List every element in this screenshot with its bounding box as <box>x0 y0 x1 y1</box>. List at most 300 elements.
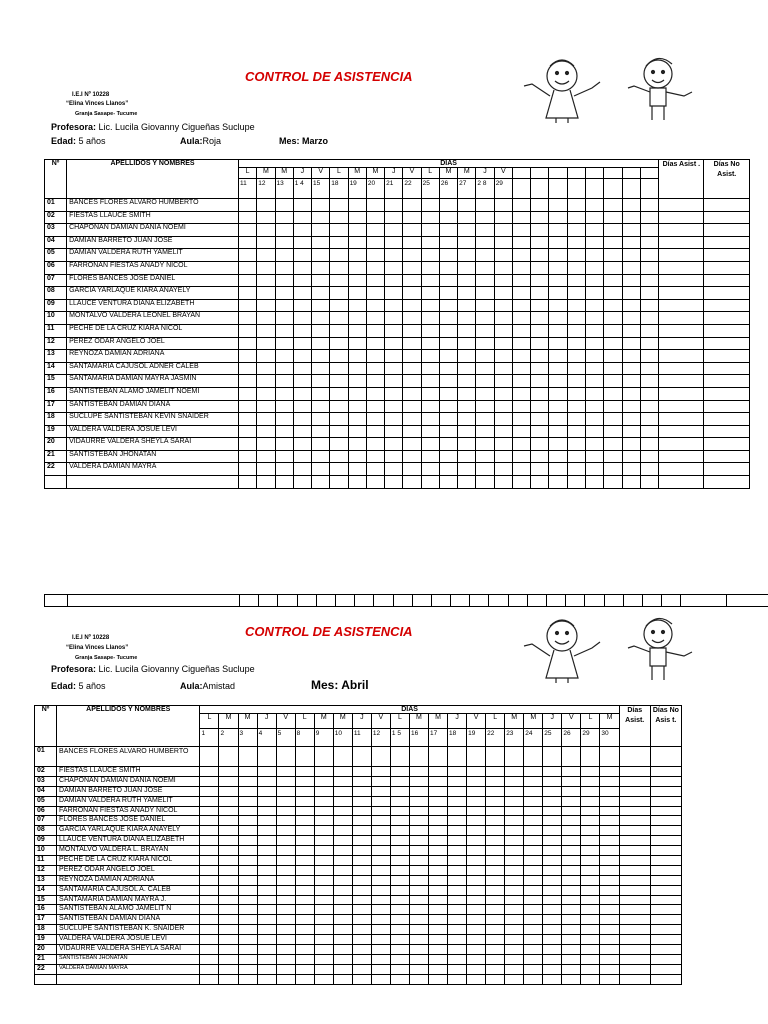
day-letter: L <box>486 714 505 729</box>
attendance-cell <box>439 375 457 388</box>
attendance-cell <box>293 299 311 312</box>
attendance-cell <box>219 836 238 846</box>
blank-cell <box>640 476 658 489</box>
attendance-cell <box>403 387 421 400</box>
attendance-cell <box>640 438 658 451</box>
attendance-cell <box>562 796 581 806</box>
attendance-cell <box>567 274 585 287</box>
attendance-cell <box>403 274 421 287</box>
attendance-cell <box>352 895 371 905</box>
attendance-cell <box>640 236 658 249</box>
attendance-cell <box>659 274 704 287</box>
student-number: 11 <box>35 856 57 866</box>
attendance-cell <box>257 211 275 224</box>
attendance-cell <box>562 895 581 905</box>
attendance-cell <box>429 915 448 925</box>
attendance-cell <box>659 375 704 388</box>
attendance-cell <box>494 387 512 400</box>
attendance-cell <box>467 954 486 964</box>
attendance-cell <box>314 816 333 826</box>
attendance-cell <box>640 413 658 426</box>
attendance-cell <box>650 875 681 885</box>
sheet2-location: Granja Sasape- Tucume <box>75 655 138 661</box>
attendance-cell <box>312 287 330 300</box>
attendance-cell <box>512 463 530 476</box>
sheet2-room: Amistad <box>202 681 236 691</box>
attendance-cell <box>352 925 371 935</box>
attendance-cell <box>622 236 640 249</box>
table-row <box>35 954 682 964</box>
attendance-cell <box>238 350 256 363</box>
day-number: 4 <box>257 729 276 747</box>
attendance-cell <box>458 199 476 212</box>
attendance-cell <box>458 261 476 274</box>
day-number-blank <box>604 179 622 199</box>
attendance-cell <box>581 875 600 885</box>
attendance-cell <box>586 425 604 438</box>
attendance-cell <box>312 324 330 337</box>
attendance-cell <box>549 400 567 413</box>
attendance-cell <box>543 856 562 866</box>
attendance-cell <box>348 224 366 237</box>
attendance-cell <box>366 362 384 375</box>
attendance-cell <box>650 905 681 915</box>
attendance-cell <box>312 312 330 325</box>
day-number: 2 8 <box>476 179 494 199</box>
student-name: VIDAURRE VALDERA SHEYLA SARAI <box>67 438 239 451</box>
attendance-cell <box>476 211 494 224</box>
attendance-cell <box>219 964 238 974</box>
day-number: 22 <box>403 179 421 199</box>
attendance-cell <box>314 767 333 777</box>
attendance-cell <box>467 895 486 905</box>
attendance-cell <box>390 925 409 935</box>
attendance-cell <box>659 249 704 262</box>
day-letter: J <box>257 714 276 729</box>
attendance-cell <box>238 375 256 388</box>
student-name: SANTAMARIA CAJUSOL A. CALEB <box>57 885 200 895</box>
strip-cell <box>297 595 316 607</box>
attendance-cell <box>257 836 276 846</box>
attendance-cell <box>604 400 622 413</box>
student-number: 17 <box>35 915 57 925</box>
attendance-cell <box>458 274 476 287</box>
attendance-cell <box>659 211 704 224</box>
attendance-cell <box>659 261 704 274</box>
attendance-cell <box>409 895 428 905</box>
attendance-cell <box>531 199 549 212</box>
attendance-cell <box>505 915 524 925</box>
attendance-cell <box>476 274 494 287</box>
attendance-cell <box>371 796 390 806</box>
attendance-cell <box>257 915 276 925</box>
attendance-cell <box>524 796 543 806</box>
attendance-cell <box>314 915 333 925</box>
attendance-cell <box>704 324 750 337</box>
attendance-cell <box>330 375 348 388</box>
strip-cell <box>547 595 566 607</box>
day-letter-blank <box>567 168 585 179</box>
attendance-cell <box>619 846 650 856</box>
day-number: 16 <box>409 729 428 747</box>
attendance-cell <box>275 211 293 224</box>
attendance-cell <box>467 915 486 925</box>
attendance-cell <box>659 425 704 438</box>
attendance-cell <box>390 895 409 905</box>
attendance-cell <box>604 463 622 476</box>
blank-cell <box>275 476 293 489</box>
attendance-cell <box>467 767 486 777</box>
attendance-cell <box>586 224 604 237</box>
attendance-cell <box>421 463 439 476</box>
attendance-cell <box>604 299 622 312</box>
attendance-cell <box>276 954 295 964</box>
attendance-cell <box>604 274 622 287</box>
attendance-cell <box>293 324 311 337</box>
blank-cell <box>619 974 650 984</box>
attendance-cell <box>505 836 524 846</box>
attendance-cell <box>421 224 439 237</box>
attendance-cell <box>330 413 348 426</box>
attendance-cell <box>581 816 600 826</box>
attendance-cell <box>238 450 256 463</box>
attendance-cell <box>371 865 390 875</box>
attendance-cell <box>314 826 333 836</box>
attendance-cell <box>549 211 567 224</box>
attendance-cell <box>549 249 567 262</box>
attendance-cell <box>385 312 403 325</box>
attendance-cell <box>238 786 257 796</box>
attendance-cell <box>275 299 293 312</box>
attendance-cell <box>600 747 619 767</box>
student-number: 03 <box>45 224 67 237</box>
attendance-cell <box>619 826 650 836</box>
attendance-cell <box>312 249 330 262</box>
attendance-cell <box>604 211 622 224</box>
attendance-cell <box>371 905 390 915</box>
attendance-cell <box>293 236 311 249</box>
blank-cell <box>512 476 530 489</box>
attendance-cell <box>531 350 549 363</box>
attendance-cell <box>257 375 275 388</box>
attendance-cell <box>366 387 384 400</box>
attendance-cell <box>385 387 403 400</box>
attendance-cell <box>276 895 295 905</box>
attendance-cell <box>257 806 276 816</box>
student-number: 20 <box>35 945 57 955</box>
attendance-cell <box>276 925 295 935</box>
attendance-cell <box>439 324 457 337</box>
attendance-cell <box>562 964 581 974</box>
student-name: LLAUCE VENTURA DIANA ELIZABETH <box>57 836 200 846</box>
attendance-cell <box>200 767 219 777</box>
attendance-cell <box>366 224 384 237</box>
attendance-cell <box>330 287 348 300</box>
day-number-blank <box>622 179 640 199</box>
attendance-cell <box>586 463 604 476</box>
attendance-cell <box>403 362 421 375</box>
attendance-cell <box>704 450 750 463</box>
attendance-cell <box>403 337 421 350</box>
attendance-cell <box>348 400 366 413</box>
attendance-cell <box>348 211 366 224</box>
blank-cell <box>704 476 750 489</box>
attendance-cell <box>549 425 567 438</box>
student-name: SANTISTEBAN ALAMO JAMELIT N <box>57 905 200 915</box>
attendance-cell <box>390 776 409 786</box>
attendance-cell <box>704 274 750 287</box>
attendance-cell <box>219 875 238 885</box>
day-number: 15 <box>312 179 330 199</box>
attendance-cell <box>314 836 333 846</box>
attendance-cell <box>348 337 366 350</box>
attendance-cell <box>314 786 333 796</box>
attendance-cell <box>600 856 619 866</box>
attendance-cell <box>390 767 409 777</box>
blank-cell <box>348 476 366 489</box>
attendance-cell <box>505 806 524 816</box>
attendance-cell <box>333 895 352 905</box>
day-letter: J <box>448 714 467 729</box>
blank-cell <box>45 476 67 489</box>
attendance-cell <box>531 211 549 224</box>
sheet1-school: I.E.I Nº 10228 <box>72 92 110 98</box>
attendance-cell <box>619 964 650 974</box>
attendance-cell <box>524 836 543 846</box>
day-number: 21 <box>385 179 403 199</box>
attendance-cell <box>512 312 530 325</box>
blank-cell <box>586 476 604 489</box>
attendance-cell <box>330 236 348 249</box>
attendance-cell <box>371 806 390 816</box>
strip-cell <box>470 595 489 607</box>
attendance-cell <box>421 312 439 325</box>
attendance-cell <box>543 826 562 836</box>
attendance-cell <box>409 875 428 885</box>
day-letter: V <box>562 714 581 729</box>
attendance-cell <box>524 954 543 964</box>
attendance-cell <box>276 747 295 767</box>
blank-cell <box>486 974 505 984</box>
sheet2-age: 5 años <box>78 681 106 691</box>
attendance-cell <box>352 915 371 925</box>
day-number: 12 <box>371 729 390 747</box>
attendance-cell <box>257 438 275 451</box>
attendance-cell <box>448 954 467 964</box>
attendance-cell <box>333 915 352 925</box>
attendance-cell <box>312 261 330 274</box>
attendance-cell <box>275 261 293 274</box>
attendance-cell <box>448 895 467 905</box>
attendance-cell <box>219 747 238 767</box>
attendance-cell <box>458 375 476 388</box>
attendance-cell <box>600 905 619 915</box>
attendance-cell <box>650 806 681 816</box>
attendance-cell <box>314 925 333 935</box>
attendance-cell <box>409 905 428 915</box>
attendance-cell <box>622 400 640 413</box>
student-name: SANTAMARIA DAMIAN MAYRA JASMIN <box>67 375 239 388</box>
attendance-cell <box>295 836 314 846</box>
attendance-cell <box>562 915 581 925</box>
attendance-cell <box>486 945 505 955</box>
attendance-cell <box>581 865 600 875</box>
attendance-cell <box>257 905 276 915</box>
attendance-cell <box>704 438 750 451</box>
attendance-cell <box>409 767 428 777</box>
table-row <box>35 747 682 767</box>
attendance-cell <box>467 776 486 786</box>
attendance-cell <box>219 776 238 786</box>
day-letter: M <box>314 714 333 729</box>
attendance-cell <box>421 400 439 413</box>
attendance-cell <box>312 438 330 451</box>
attendance-cell <box>293 463 311 476</box>
attendance-cell <box>448 826 467 836</box>
student-number: 02 <box>35 767 57 777</box>
attendance-cell <box>619 856 650 866</box>
strip-cell <box>259 595 278 607</box>
attendance-cell <box>409 954 428 964</box>
attendance-cell <box>276 856 295 866</box>
attendance-cell <box>314 875 333 885</box>
attendance-cell <box>486 816 505 826</box>
attendance-cell <box>531 249 549 262</box>
attendance-cell <box>567 261 585 274</box>
attendance-cell <box>200 915 219 925</box>
attendance-cell <box>409 796 428 806</box>
attendance-cell <box>352 846 371 856</box>
attendance-cell <box>640 350 658 363</box>
student-name: REYNOZA DAMIAN ADRIANA <box>67 350 239 363</box>
attendance-cell <box>448 875 467 885</box>
attendance-cell <box>562 806 581 816</box>
attendance-cell <box>348 450 366 463</box>
sheet1-age: 5 años <box>78 136 106 146</box>
attendance-cell <box>476 199 494 212</box>
attendance-cell <box>622 387 640 400</box>
attendance-cell <box>659 438 704 451</box>
attendance-cell <box>385 299 403 312</box>
student-number: 04 <box>35 786 57 796</box>
day-number: 26 <box>562 729 581 747</box>
attendance-cell <box>275 337 293 350</box>
attendance-cell <box>494 400 512 413</box>
attendance-cell <box>524 925 543 935</box>
attendance-cell <box>622 350 640 363</box>
attendance-cell <box>366 324 384 337</box>
attendance-cell <box>293 425 311 438</box>
attendance-cell <box>275 413 293 426</box>
day-letter: L <box>330 168 348 179</box>
attendance-cell <box>581 796 600 806</box>
attendance-cell <box>586 274 604 287</box>
student-name: VALDERA DAMIAN MAYRA <box>67 463 239 476</box>
blank-cell <box>659 476 704 489</box>
attendance-cell <box>348 413 366 426</box>
student-name: MONTALVO VALDERA L. BRAYAN <box>57 846 200 856</box>
attendance-cell <box>403 236 421 249</box>
attendance-cell <box>371 836 390 846</box>
attendance-cell <box>650 895 681 905</box>
attendance-cell <box>622 261 640 274</box>
attendance-cell <box>429 925 448 935</box>
attendance-cell <box>314 895 333 905</box>
attendance-cell <box>531 438 549 451</box>
blank-cell <box>467 974 486 984</box>
attendance-cell <box>295 954 314 964</box>
attendance-cell <box>257 312 275 325</box>
attendance-cell <box>366 413 384 426</box>
table-row <box>45 375 750 388</box>
day-number: 26 <box>439 179 457 199</box>
attendance-cell <box>512 425 530 438</box>
table-row <box>45 224 750 237</box>
attendance-cell <box>366 400 384 413</box>
attendance-cell <box>640 211 658 224</box>
table-row <box>45 413 750 426</box>
attendance-cell <box>439 337 457 350</box>
attendance-cell <box>238 287 256 300</box>
attendance-cell <box>581 826 600 836</box>
attendance-cell <box>619 905 650 915</box>
attendance-cell <box>371 954 390 964</box>
attendance-cell <box>276 776 295 786</box>
attendance-cell <box>366 287 384 300</box>
attendance-cell <box>622 299 640 312</box>
attendance-cell <box>486 776 505 786</box>
attendance-cell <box>562 865 581 875</box>
attendance-cell <box>409 806 428 816</box>
attendance-cell <box>293 312 311 325</box>
attendance-cell <box>385 400 403 413</box>
attendance-cell <box>314 905 333 915</box>
attendance-cell <box>293 375 311 388</box>
day-letter: V <box>276 714 295 729</box>
table-row <box>45 274 750 287</box>
attendance-cell <box>390 964 409 974</box>
attendance-cell <box>439 387 457 400</box>
attendance-cell <box>333 767 352 777</box>
attendance-cell <box>704 387 750 400</box>
student-name: VALDERA VALDERA JOSUE LEVI <box>67 425 239 438</box>
attendance-cell <box>448 885 467 895</box>
attendance-cell <box>567 299 585 312</box>
attendance-cell <box>238 945 257 955</box>
blank-cell <box>333 974 352 984</box>
student-name: DAMIAN BARRETO JUAN JOSE <box>67 236 239 249</box>
table-row <box>45 199 750 212</box>
attendance-cell <box>429 905 448 915</box>
attendance-cell <box>276 767 295 777</box>
attendance-cell <box>586 375 604 388</box>
attendance-cell <box>524 895 543 905</box>
attendance-cell <box>704 463 750 476</box>
attendance-cell <box>512 261 530 274</box>
attendance-cell <box>619 747 650 767</box>
attendance-cell <box>562 875 581 885</box>
sheet1-teacher: Lic. Lucila Giovanny Cigueñas Suclupe <box>98 122 255 132</box>
attendance-cell <box>330 249 348 262</box>
attendance-cell <box>330 438 348 451</box>
attendance-cell <box>640 261 658 274</box>
student-name: SANTISTEBAN JHONATAN <box>57 954 200 964</box>
day-letter: L <box>200 714 219 729</box>
student-name: DAMIAN BARRETO JUAN JOSE <box>57 786 200 796</box>
attendance-cell <box>200 806 219 816</box>
attendance-cell <box>330 324 348 337</box>
day-number: 9 <box>314 729 333 747</box>
